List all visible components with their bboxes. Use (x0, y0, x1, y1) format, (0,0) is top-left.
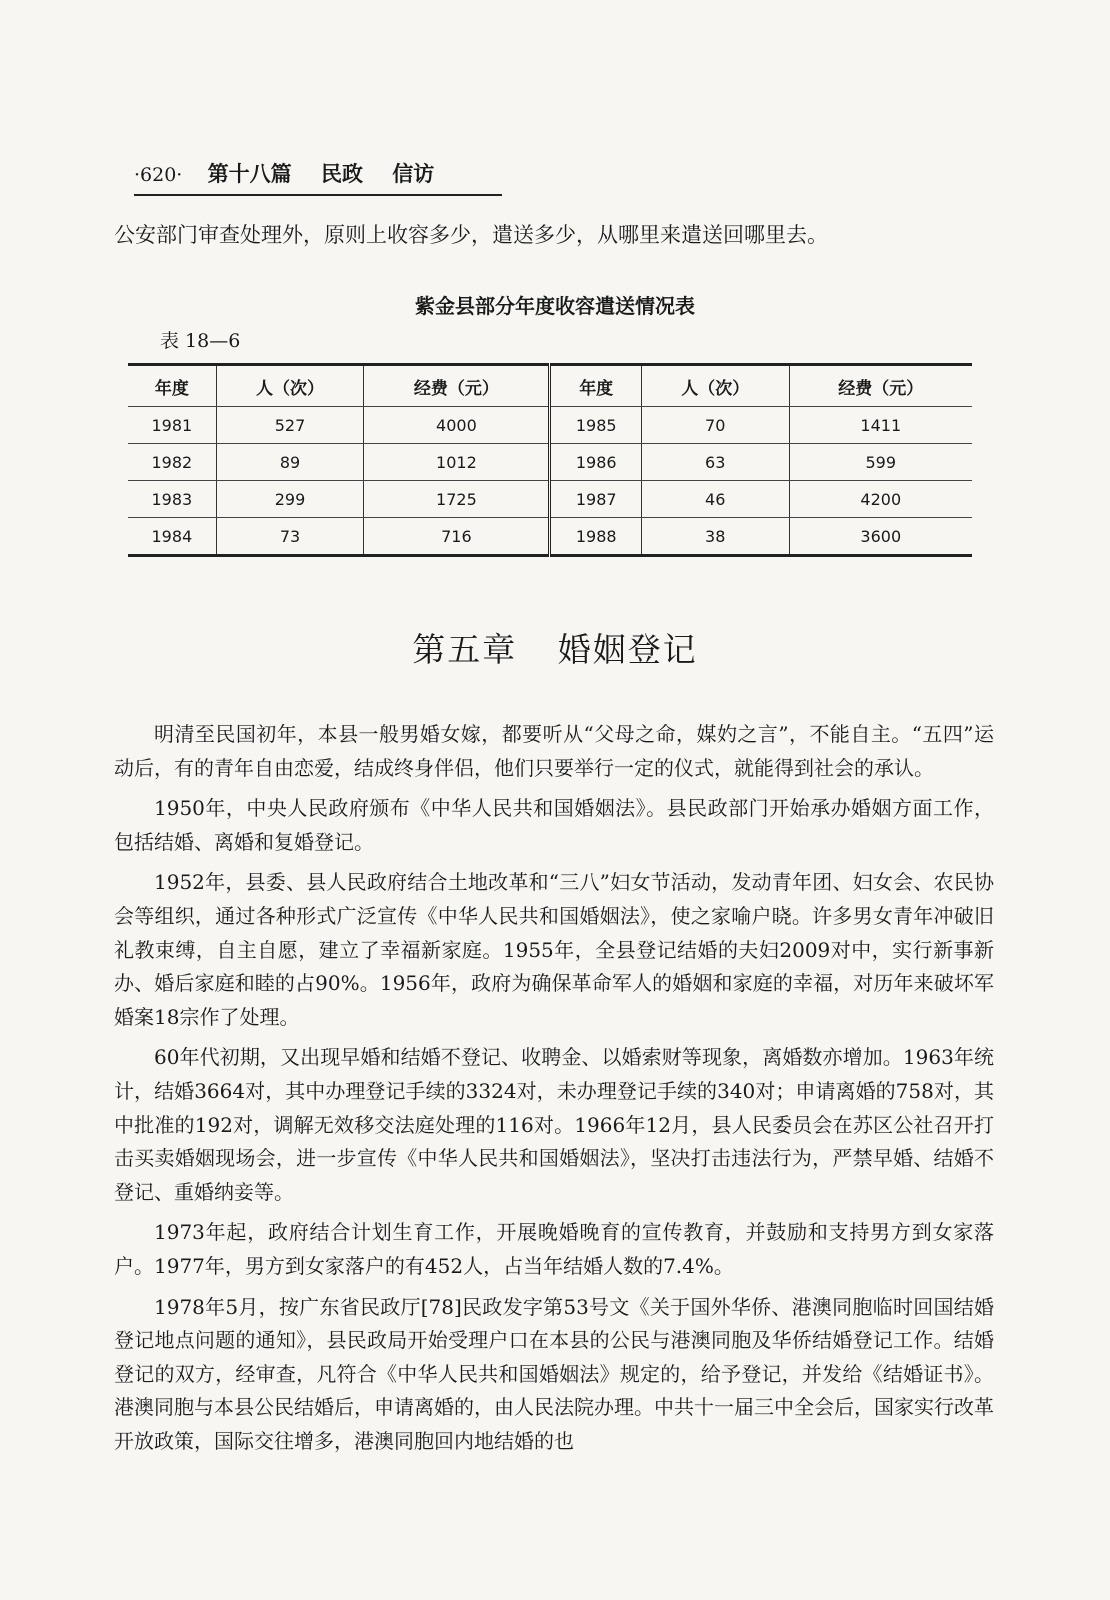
chapter-body (114, 718, 994, 1465)
page-number: ·620· (134, 164, 183, 186)
table-cell: 1988 (550, 518, 641, 556)
chapter-title: 婚姻登记 (557, 630, 698, 669)
chapter-heading (0, 624, 1110, 671)
column-header: 经费（元） (789, 365, 972, 407)
table-cell: 4200 (789, 481, 972, 518)
table-number: 表 18—6 (160, 330, 241, 352)
table-row (128, 481, 972, 518)
table-cell: 4000 (364, 407, 550, 444)
column-header: 人（次） (216, 365, 364, 407)
table-cell: 70 (641, 407, 789, 444)
table-cell: 73 (216, 518, 364, 556)
table-cell: 1984 (128, 518, 216, 556)
paragraph: 1973年起，政府结合计划生育工作，开展晚婚晚育的宣传教育，并鼓励和支持男方到女家落户。1977年，男方到女家落户的有452人，占当年结婚人数的7.4%。 (114, 1220, 994, 1278)
table-cell: 299 (216, 481, 364, 518)
table-cell: 38 (641, 518, 789, 556)
table-cell: 527 (216, 407, 364, 444)
paragraph: 1950年，中央人民政府颁布《中华人民共和国婚姻法》。县民政部门开始承办婚姻方面工作，包括结婚、离婚和复婚登记。 (114, 796, 994, 854)
detention-repatriation-table (128, 363, 972, 557)
table-cell: 1012 (364, 444, 550, 481)
table-cell: 1982 (128, 444, 216, 481)
table-cell: 63 (641, 444, 789, 481)
table-cell: 716 (364, 518, 550, 556)
table-cell: 1411 (789, 407, 972, 444)
paragraph: 1952年，县委、县人民政府结合土地改革和“三八”妇女节活动，发动青年团、妇女会、农民协会等组织，通过各种形式广泛宣传《中华人民共和国婚姻法》，使之家喻户晓。许多男女青年冲破旧礼教束缚，自主自愿，建立了幸福新家庭。1955年，全县登记结婚的夫妇2009对中，实行新事新办、婚后家庭和睦的占90%。1956年，政府为确保革命军人的婚姻和家庭的幸福，对历年来破坏军婚案18宗作了处理。 (114, 870, 994, 1029)
table-header-row (128, 365, 972, 407)
table-cell: 1981 (128, 407, 216, 444)
table-cell: 1983 (128, 481, 216, 518)
table-cell: 599 (789, 444, 972, 481)
continued-text-line: 公安部门审查处理外，原则上收容多少，遣送多少，从哪里来遣送回哪里去。 (114, 223, 828, 247)
column-header: 年度 (550, 365, 641, 407)
section-title-2: 信访 (392, 161, 435, 186)
table-cell: 1987 (550, 481, 641, 518)
column-header: 年度 (128, 365, 216, 407)
running-header (134, 158, 502, 196)
table-cell: 1725 (364, 481, 550, 518)
table-row (128, 444, 972, 481)
table-cell: 1986 (550, 444, 641, 481)
table-row (128, 518, 972, 556)
paragraph: 1978年5月，按广东省民政厅[78]民政发字第53号文《关于国外华侨、港澳同胞临时回国结婚登记地点问题的通知》，县民政局开始受理户口在本县的公民与港澳同胞及华侨结婚登记工作。结婚登记的双方，经审查，凡符合《中华人民共和国婚姻法》规定的，给予登记，并发给《结婚证书》。港澳同胞与本县公民结婚后，申请离婚的，由人民法院办理。中共十一届三中全会后，国家实行改革开放政策，国际交往增多，港澳同胞回内地结婚的也 (114, 1294, 994, 1453)
paragraph: 明清至民国初年，本县一般男婚女嫁，都要听从“父母之命，媒妁之言”，不能自主。“五四”运动后，有的青年自由恋爱，结成终身伴侣，他们只要举行一定的仪式，就能得到社会的承认。 (114, 722, 994, 780)
section-title: 民政 (320, 161, 363, 186)
paragraph: 60年代初期，又出现早婚和结婚不登记、收聘金、以婚索财等现象，离婚数亦增加。1963年统计，结婚3664对，其中办理登记手续的3324对，未办理登记手续的340对；申请离婚的758对，其中批准的192对，调解无效移交法庭处理的116对。1966年12月，县人民委员会在苏区公社召开打击买卖婚姻现场会，进一步宣传《中华人民共和国婚姻法》，坚决打击违法行为，严禁早婚、结婚不登记、重婚纳妾等。 (114, 1045, 994, 1204)
chapter-number: 第五章 (412, 630, 518, 669)
table-row (128, 407, 972, 444)
table-cell: 46 (641, 481, 789, 518)
column-header: 经费（元） (364, 365, 550, 407)
part-title: 第十八篇 (207, 161, 292, 186)
table-cell: 3600 (860, 526, 902, 546)
table-cell: 89 (216, 444, 364, 481)
table-title: 紫金县部分年度收容遣送情况表 (415, 294, 695, 318)
column-header: 人（次） (641, 365, 789, 407)
table-cell: 1985 (550, 407, 641, 444)
